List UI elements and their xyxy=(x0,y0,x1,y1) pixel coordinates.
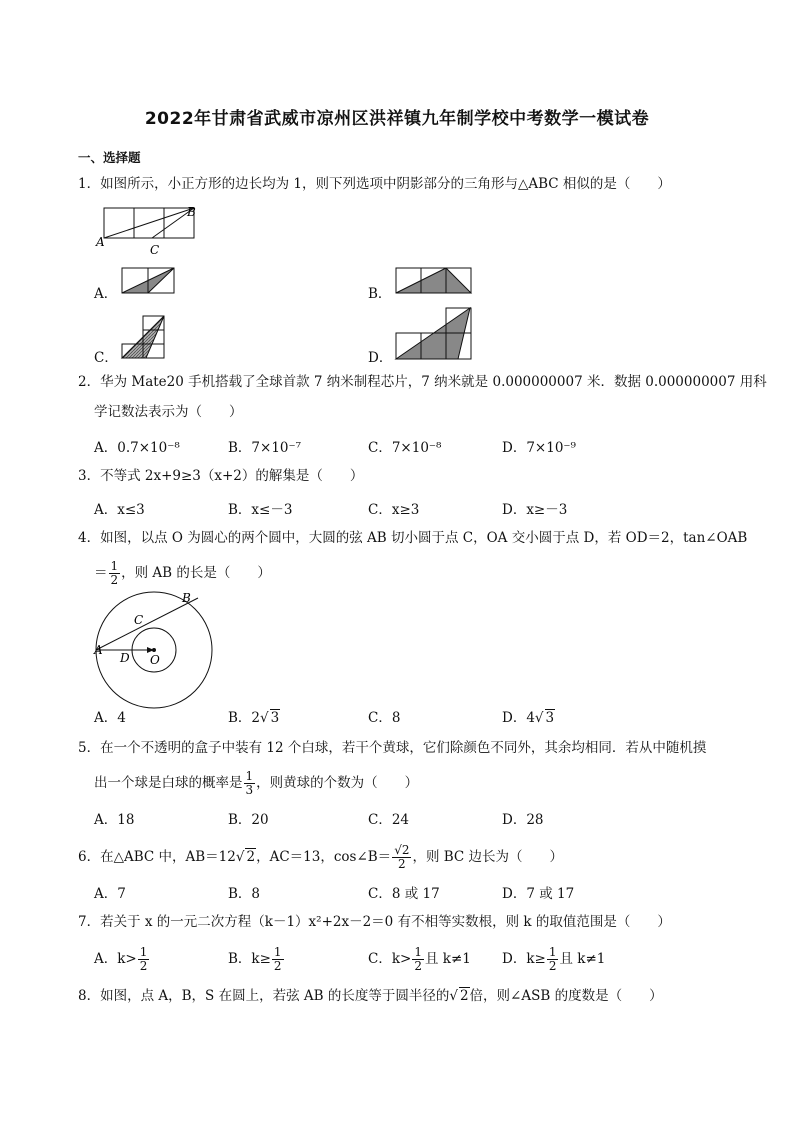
q4-label-a: A xyxy=(94,643,103,657)
q2-option-d[interactable]: D．7×10⁻⁹ xyxy=(502,440,576,456)
question-3: 3．不等式 2x+9≥3（x+2）的解集是（ ） xyxy=(78,468,364,484)
label-b: B xyxy=(187,205,196,219)
q1-option-c[interactable]: C． xyxy=(94,350,118,366)
q2-option-b[interactable]: B．7×10⁻⁷ xyxy=(228,440,302,456)
q4-figure xyxy=(94,590,214,710)
label-c: C xyxy=(150,243,160,257)
section-heading: 一、选择题 xyxy=(78,150,141,165)
q1-option-a[interactable]: A． xyxy=(94,286,118,302)
q7-option-d[interactable]: D．k≥ $\frac{1}{2}$ 且 k≠1 xyxy=(502,945,606,973)
q4-label-o: O xyxy=(150,653,160,667)
question-4-line-1: 4．如图，以点 O 为圆心的两个圆中，大圆的弦 AB 切小圆于点 C，OA 交小圆于点 D，若 OD＝2，tan∠OAB xyxy=(78,530,748,546)
q6-option-b[interactable]: B．8 xyxy=(228,886,261,902)
q1-option-b-figure xyxy=(394,266,474,296)
label-a: A xyxy=(96,235,105,249)
q1-option-b[interactable]: B． xyxy=(368,286,392,302)
q5-option-c[interactable]: C．24 xyxy=(368,812,410,828)
question-2-line-1: 2．华为 Mate20 手机搭载了全球首款 7 纳米制程芯片，7 纳米就是 0.000000007 米．数据 0.000000007 用科 xyxy=(78,374,767,390)
q4-label-c: C xyxy=(134,613,144,627)
q4-label-d: D xyxy=(120,651,130,665)
q1-option-c-figure xyxy=(118,312,168,362)
fraction-one-half: $\frac{1}{2}$ xyxy=(110,559,119,587)
exam-title: 2022年甘肃省武威市凉州区洪祥镇九年制学校中考数学一模试卷 xyxy=(144,109,650,129)
fraction-one-third: $\frac{1}{3}$ xyxy=(245,769,254,797)
q2-option-c[interactable]: C．7×10⁻⁸ xyxy=(368,440,442,456)
q4-label-b: B xyxy=(182,591,191,605)
q4-option-d[interactable]: D．4√ 3 xyxy=(502,710,555,726)
q4-option-b[interactable]: B．2√ 3 xyxy=(228,710,280,726)
q3-option-b[interactable]: B．x≤－3 xyxy=(228,502,293,518)
question-5-line-2: 出一个球是白球的概率是 $\frac{1}{3}$ ，则黄球的个数为（ ） xyxy=(94,769,419,797)
q5-option-b[interactable]: B．20 xyxy=(228,812,269,828)
q4-option-a[interactable]: A．4 xyxy=(94,710,126,726)
question-2-line-2: 学记数法表示为（ ） xyxy=(94,404,243,420)
question-8: 8．如图，点 A，B，S 在圆上，若弦 AB 的长度等于圆半径的√ 2倍，则∠ASB 的度数是（ ） xyxy=(78,988,663,1004)
q5-option-d[interactable]: D．28 xyxy=(502,812,544,828)
q6-option-a[interactable]: A．7 xyxy=(94,886,126,902)
q3-option-d[interactable]: D．x≥－3 xyxy=(502,502,568,518)
q2-option-a[interactable]: A．0.7×10⁻⁸ xyxy=(94,440,180,456)
q3-option-c[interactable]: C．x≥3 xyxy=(368,502,420,518)
fraction-root2-over-2: $\frac{√2}{2}$ xyxy=(394,843,410,871)
q7-option-c[interactable]: C．k> $\frac{1}{2}$ 且 k≠1 xyxy=(368,945,471,973)
q7-option-b[interactable]: B．k≥ $\frac{1}{2}$ xyxy=(228,945,282,973)
q3-option-a[interactable]: A．x≤3 xyxy=(94,502,145,518)
q6-option-d[interactable]: D．7 或 17 xyxy=(502,886,575,902)
question-6: 6．在△ABC 中，AB＝12√ 2，AC＝13，cos∠B＝ $\frac{√2}{2}$ ，则 BC 边长为（ ） xyxy=(78,843,564,871)
q7-option-a[interactable]: A．k> $\frac{1}{2}$ xyxy=(94,945,148,973)
q1-option-d-figure xyxy=(394,306,474,362)
question-7: 7．若关于 x 的一元二次方程（k－1）x²+2x－2＝0 有不相等实数根，则 k 的取值范围是（ ） xyxy=(78,914,671,930)
q1-option-d[interactable]: D． xyxy=(368,350,393,366)
q5-option-a[interactable]: A．18 xyxy=(94,812,135,828)
question-1: 1．如图所示，小正方形的边长均为 1，则下列选项中阴影部分的三角形与△ABC 相似的是（ ） xyxy=(78,176,671,192)
q1-figure xyxy=(96,204,206,256)
question-5-line-1: 5．在一个不透明的盒子中装有 12 个白球，若干个黄球，它们除颜色不同外，其余均相同．若从中随机摸 xyxy=(78,740,707,756)
q6-option-c[interactable]: C．8 或 17 xyxy=(368,886,440,902)
question-4-line-2: ＝ $\frac{1}{2}$ ，则 AB 的长是（ ） xyxy=(94,559,271,587)
q1-option-a-figure xyxy=(120,266,176,296)
q4-option-c[interactable]: C．8 xyxy=(368,710,401,726)
